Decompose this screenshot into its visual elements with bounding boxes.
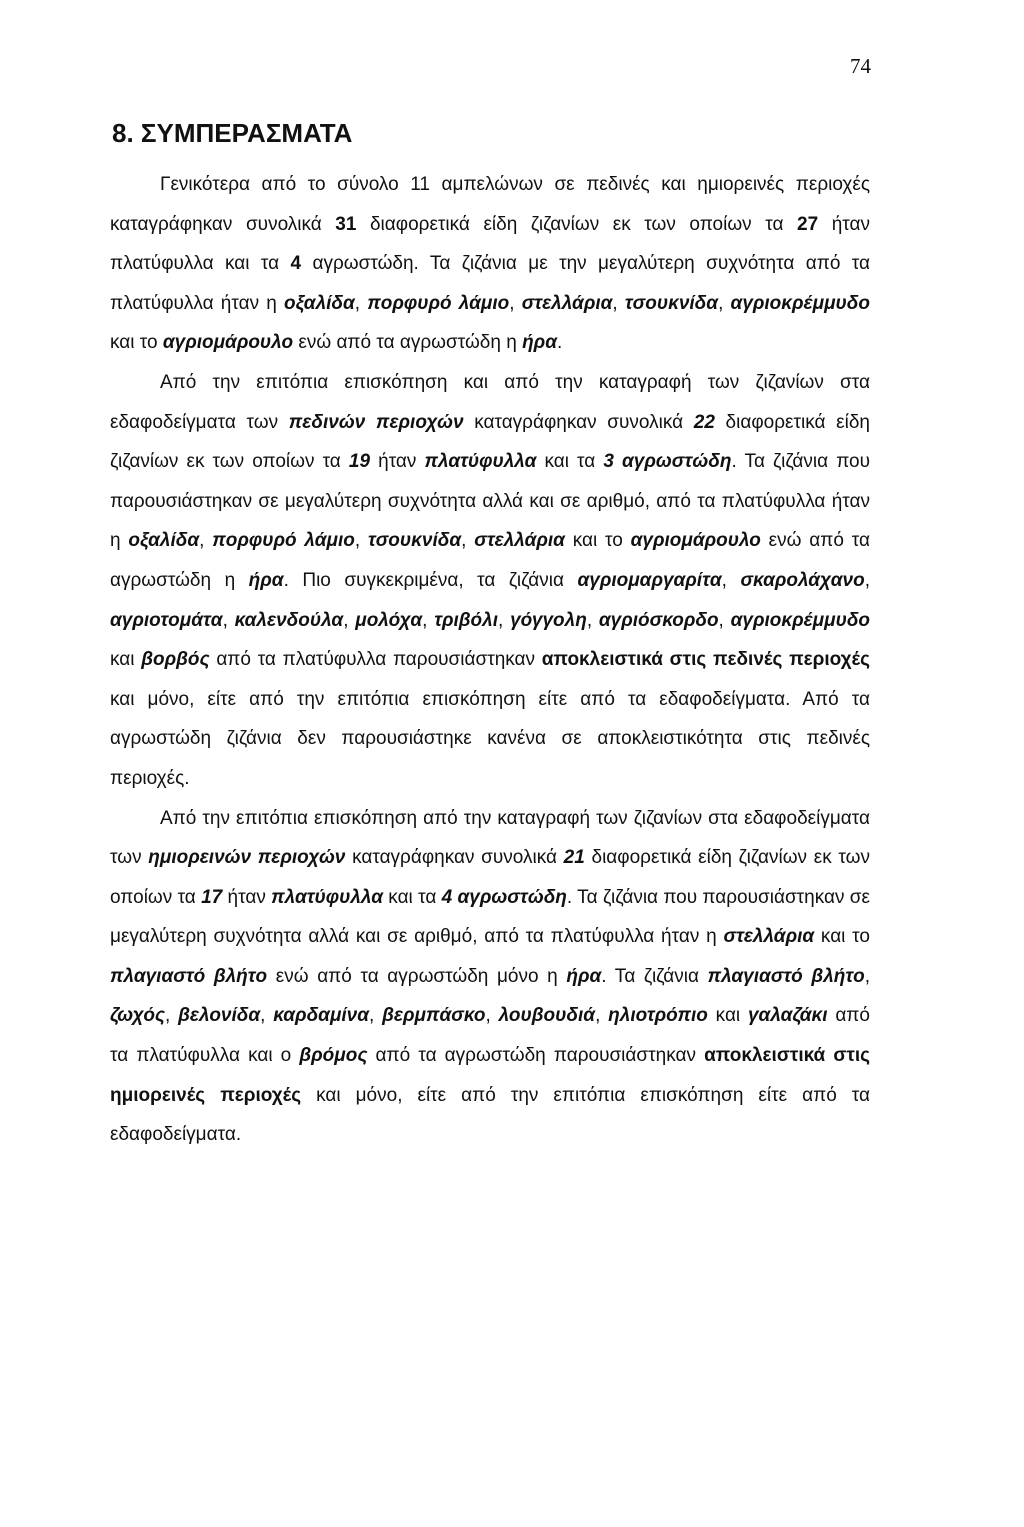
section-heading: 8. ΣΥΜΠΕΡΑΣΜΑΤΑ — [112, 118, 353, 148]
text-run: ενώ από τα αγρωστώδη η — [293, 332, 523, 354]
emphasized-text: πλαγιαστό βλήτο — [707, 965, 865, 987]
text-run: και — [707, 1005, 748, 1027]
emphasized-text: καρδαμίνα — [273, 1005, 370, 1027]
emphasized-text: γαλαζάκι — [747, 1005, 828, 1027]
emphasized-text: αποκλειστικά στις ημιορεινές περιοχές — [110, 1045, 870, 1106]
text-run: , — [369, 1005, 383, 1027]
text-run: . Τα ζιζάνια — [601, 965, 708, 987]
emphasized-text: βρόμος — [299, 1045, 368, 1067]
emphasized-text: ήρα — [566, 965, 602, 987]
emphasized-text: ήρα — [522, 332, 557, 354]
text-run: και το — [110, 332, 163, 354]
text-run: . — [556, 332, 563, 354]
text-run: και — [110, 649, 142, 671]
text-run: ήταν — [370, 451, 425, 473]
emphasized-text: σκαρολάχανο — [740, 569, 865, 591]
emphasized-text: στελλάρια — [474, 530, 565, 552]
body-text — [110, 165, 870, 1155]
text-run: , — [612, 292, 625, 314]
text-run: , — [485, 1005, 499, 1027]
emphasized-text: οξαλίδα — [284, 292, 355, 314]
emphasized-text: πεδινών περιοχών — [288, 411, 464, 433]
emphasized-text: αποκλειστικά στις πεδινές περιοχές — [541, 649, 870, 671]
text-run: ενώ από τα αγρωστώδη μόνο η — [267, 965, 567, 987]
text-run — [614, 451, 622, 472]
text-run: και το — [564, 530, 631, 552]
emphasized-text: πλαγιαστό βλήτο — [110, 965, 268, 987]
text-run: , — [509, 292, 522, 314]
text-run: καταγράφηκαν συνολικά — [345, 847, 564, 869]
text-run: Από την επιτόπια επισκόπηση και από την καταγραφή των ζιζανίων στα εδαφοδείγματα των — [110, 371, 870, 433]
text-run: καταγράφηκαν συνολικά — [463, 411, 694, 433]
text-run: , — [199, 530, 213, 552]
text-run: Γενικότερα από το σύνολο 11 αμπελώνων σε πεδινές και ημιορεινές περιοχές καταγράφηκαν συνολικά — [110, 174, 870, 235]
text-run: διαφορετικά είδη ζιζανίων εκ των οποίων τα — [110, 411, 870, 473]
emphasized-text: αγριομάρουλο — [630, 530, 761, 552]
emphasized-text: στελλάρια — [723, 926, 815, 948]
text-run: Από την επιτόπια επισκόπηση από την καταγραφή των ζιζανίων στα εδαφοδείγματα των — [110, 807, 870, 869]
emphasized-text: τσουκνίδα — [624, 292, 719, 314]
text-run: και το — [814, 926, 870, 948]
emphasized-text: 4 — [290, 253, 302, 275]
emphasized-text: γόγγολη — [510, 609, 587, 631]
text-run: αγρωστώδη. Τα ζιζάνια με την μεγαλύτερη συχνότητα από τα πλατύφυλλα ήταν η — [110, 253, 871, 314]
text-run: ήταν πλατύφυλλα και τα — [110, 213, 870, 275]
emphasized-text: βορβός — [141, 649, 210, 671]
emphasized-text: αγριομαργαρίτα — [577, 569, 722, 591]
emphasized-text: πορφυρό λάμιο — [212, 530, 355, 552]
text-run: από τα αγρωστώδη παρουσιάστηκαν — [367, 1045, 705, 1067]
text-run: , — [718, 609, 731, 631]
text-run: από τα πλατύφυλλα παρουσιάστηκαν — [209, 649, 542, 671]
emphasized-text: τσουκνίδα — [367, 530, 462, 552]
emphasized-text: αγριομάρουλο — [162, 332, 294, 354]
text-run: ήταν — [222, 886, 272, 908]
text-run: , — [721, 569, 741, 591]
emphasized-text: μολόχα — [355, 609, 423, 631]
text-run: , — [586, 609, 599, 631]
emphasized-text: λουβουδιά — [498, 1005, 596, 1027]
emphasized-text: τριβόλι — [434, 609, 499, 631]
text-run: , — [165, 1005, 179, 1027]
emphasized-text: 22 — [693, 411, 715, 433]
text-run: διαφορετικά είδη ζιζανίων εκ των οποίων τα — [110, 847, 870, 908]
page-number: 74 — [850, 54, 871, 78]
emphasized-text: 19 — [348, 451, 371, 473]
emphasized-text: 21 — [563, 847, 585, 869]
text-run: , — [461, 530, 475, 552]
emphasized-text: 3 — [603, 451, 614, 473]
emphasized-text: 4 — [441, 886, 453, 908]
paragraph-2 — [110, 363, 870, 799]
text-run: , — [354, 292, 368, 314]
emphasized-text: ημιορεινών περιοχών — [148, 847, 346, 869]
emphasized-text: αγριοκρέμμυδο — [730, 609, 871, 631]
emphasized-text: 17 — [201, 886, 223, 908]
text-run: από τα πλατύφυλλα και ο — [110, 1005, 870, 1067]
emphasized-text: 31 — [335, 213, 357, 235]
text-run: και τα — [383, 886, 442, 908]
emphasized-text: ήρα — [248, 569, 284, 591]
text-run: , — [864, 965, 871, 987]
text-run: και τα — [536, 451, 604, 473]
paragraph-3 — [110, 799, 870, 1155]
text-run: διαφορετικά είδη ζιζανίων εκ των οποίων τα — [356, 213, 798, 235]
emphasized-text: πορφυρό λάμιο — [367, 292, 510, 314]
emphasized-text: βελονίδα — [178, 1005, 261, 1027]
text-run: . Πιο συγκεκριμένα, τα ζιζάνια — [283, 569, 578, 591]
emphasized-text: αγρωστώδη — [622, 451, 732, 473]
text-run: , — [595, 1005, 609, 1027]
emphasized-text: ζωχός — [110, 1005, 166, 1027]
text-run: , — [422, 609, 435, 631]
text-run: , — [260, 1005, 274, 1027]
emphasized-text: αγριοτομάτα — [110, 609, 223, 631]
emphasized-text: καλενδούλα — [234, 609, 344, 631]
text-run: . Τα ζιζάνια που παρουσιάστηκαν σε μεγαλύτερη συχνότητα αλλά και σε αριθμό, από τα πλατύφυλλα ήταν η — [110, 886, 870, 948]
emphasized-text: ηλιοτρόπιο — [608, 1005, 708, 1027]
emphasized-text: βερμπάσκο — [382, 1005, 486, 1027]
emphasized-text: αγρωστώδη — [457, 886, 567, 908]
emphasized-text: αγριόσκορδο — [598, 609, 719, 631]
emphasized-text: 27 — [797, 213, 819, 235]
text-run: και μόνο, είτε από την επιτόπια επισκόπηση είτε από τα εδαφοδείγματα. — [110, 1084, 870, 1146]
text-run: ενώ από τα αγρωστώδη η — [110, 530, 870, 591]
emphasized-text: αγριοκρέμμυδο — [730, 292, 870, 314]
text-run: , — [354, 530, 368, 552]
emphasized-text: πλατύφυλλα — [424, 451, 537, 473]
text-run: , — [498, 609, 511, 631]
text-run: , — [222, 609, 235, 631]
paragraph-1 — [110, 165, 870, 363]
emphasized-text: πλατύφυλλα — [271, 886, 383, 908]
text-run: , — [864, 569, 870, 591]
text-run: , — [718, 292, 731, 314]
text-run: , — [343, 609, 356, 631]
emphasized-text: στελλάρια — [521, 292, 613, 314]
text-run: . Τα ζιζάνια που παρουσιάστηκαν σε μεγαλύτερη συχνότητα αλλά και σε αριθμό, από τα πλατύφυλλα ήταν η — [110, 451, 870, 552]
text-run: και μόνο, είτε από την επιτόπια επισκόπηση είτε από τα εδαφοδείγματα. Από τα αγρωστώδη ζιζάνια δεν παρουσιάστηκε κανένα σε αποκλειστικότητα στις πεδινές περιοχές. — [110, 688, 870, 789]
emphasized-text: οξαλίδα — [128, 530, 200, 552]
